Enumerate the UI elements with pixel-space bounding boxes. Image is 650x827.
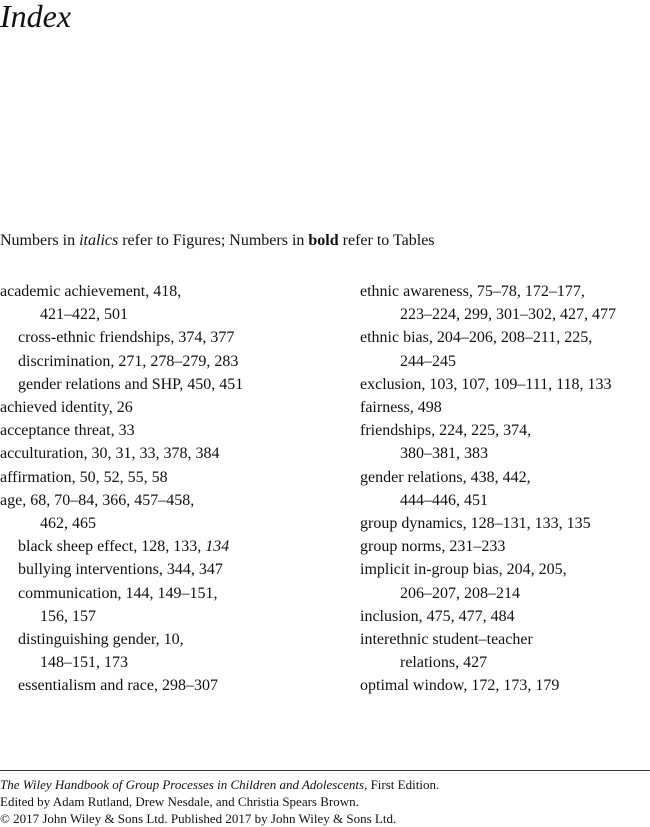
entry-continuation: 206–207, 208–214 — [400, 584, 520, 602]
index-subentry — [0, 350, 350, 373]
entry-text: interethnic student–teacher — [360, 631, 533, 649]
entry-text: acculturation, 30, 31, 33, 378, 384 — [0, 445, 220, 463]
page-title: Index — [0, 0, 72, 34]
entry-text: friendships, 224, 225, 374, — [360, 422, 532, 440]
index-entry — [0, 489, 350, 535]
entry-continuation: 462, 465 — [40, 515, 96, 533]
entry-text: exclusion, 103, 107, 109–111, 118, 133 — [360, 375, 612, 393]
index-subentry — [0, 628, 350, 674]
entry-text: acceptance threat, 33 — [0, 422, 135, 440]
entry-text: optimal window, 172, 173, 179 — [360, 677, 560, 695]
index-entry — [360, 558, 650, 604]
footer-book-line — [0, 776, 439, 793]
index-subentry — [0, 558, 350, 581]
index-entry — [360, 466, 650, 512]
entry-text: age, 68, 70–84, 366, 457–458, — [0, 491, 195, 509]
footer-editors: Edited by Adam Rutland, Drew Nesdale, and Christia Spears Brown. — [0, 794, 359, 809]
entry-text: gender relations, 438, 442, — [360, 468, 531, 486]
index-entry — [360, 512, 650, 535]
entry-text: black sheep effect, 128, 133, — [18, 538, 206, 556]
entry-continuation: 223–224, 299, 301–302, 427, 477 — [400, 306, 616, 324]
note-bold-word: bold — [308, 232, 339, 249]
index-entry — [360, 326, 650, 372]
index-note — [0, 232, 435, 250]
entry-continuation: 421–422, 501 — [40, 306, 128, 324]
entry-text: academic achievement, 418, — [0, 283, 182, 300]
index-entry — [0, 442, 350, 465]
entry-continuation: 156, 157 — [40, 607, 96, 625]
index-subentry — [0, 674, 350, 697]
entry-continuation: 148–151, 173 — [40, 654, 128, 672]
book-edition: , First Edition. — [364, 777, 440, 792]
index-entry — [0, 396, 350, 419]
note-suffix: refer to Tables — [338, 232, 435, 249]
entry-text: gender relations and SHP, 450, 451 — [18, 375, 244, 393]
index-entry — [360, 396, 650, 419]
index-entry — [0, 419, 350, 442]
entry-text: communication, 144, 149–151, — [18, 584, 218, 602]
book-title: The Wiley Handbook of Group Processes in Children and Adolescents — [0, 777, 365, 792]
entry-text: essentialism and race, 298–307 — [18, 677, 218, 695]
entry-text: fairness, 498 — [360, 399, 442, 417]
entry-continuation: 444–446, 451 — [400, 491, 488, 509]
footer-divider — [0, 770, 650, 771]
index-column-right — [360, 280, 650, 698]
index-entry — [360, 535, 650, 558]
index-entry — [0, 466, 350, 489]
index-subentry — [0, 582, 350, 628]
entry-text: ethnic awareness, 75–78, 172–177, — [360, 283, 585, 300]
index-entry — [360, 419, 650, 465]
index-subentry — [0, 373, 350, 396]
entry-text: discrimination, 271, 278–279, 283 — [18, 352, 239, 370]
entry-text: implicit in-group bias, 204, 205, — [360, 561, 567, 579]
index-entry — [360, 605, 650, 628]
entry-continuation: relations, 427 — [400, 654, 488, 672]
entry-text: group norms, 231–233 — [360, 538, 506, 556]
index-subentry — [0, 535, 350, 558]
entry-text: affirmation, 50, 52, 55, 58 — [0, 468, 168, 486]
entry-text: bullying interventions, 344, 347 — [18, 561, 223, 579]
footer-copyright: © 2017 John Wiley & Sons Ltd. Published 2017 by John Wiley & Sons Ltd. — [0, 811, 397, 826]
note-italics-word: italics — [79, 232, 119, 249]
entry-continuation: 380–381, 383 — [400, 445, 488, 463]
index-entry — [360, 674, 650, 697]
index-entry — [360, 628, 650, 674]
entry-text: cross-ethnic friendships, 374, 377 — [18, 329, 235, 347]
index-entry — [360, 280, 650, 326]
entry-text: ethnic bias, 204–206, 208–211, 225, — [360, 329, 593, 347]
entry-text: achieved identity, 26 — [0, 399, 133, 417]
italic-page-number: 134 — [205, 538, 230, 556]
index-entry — [360, 373, 650, 396]
index-subentry — [0, 326, 350, 349]
entry-text: inclusion, 475, 477, 484 — [360, 607, 515, 625]
index-entry — [0, 280, 350, 326]
note-middle: refer to Figures; Numbers in — [118, 232, 309, 249]
note-prefix: Numbers in — [0, 232, 80, 249]
entry-text: distinguishing gender, 10, — [18, 631, 184, 649]
index-column-left — [0, 280, 350, 698]
entry-text: group dynamics, 128–131, 133, 135 — [360, 515, 591, 533]
entry-continuation: 244–245 — [400, 352, 456, 370]
copyright-footer — [0, 776, 439, 827]
